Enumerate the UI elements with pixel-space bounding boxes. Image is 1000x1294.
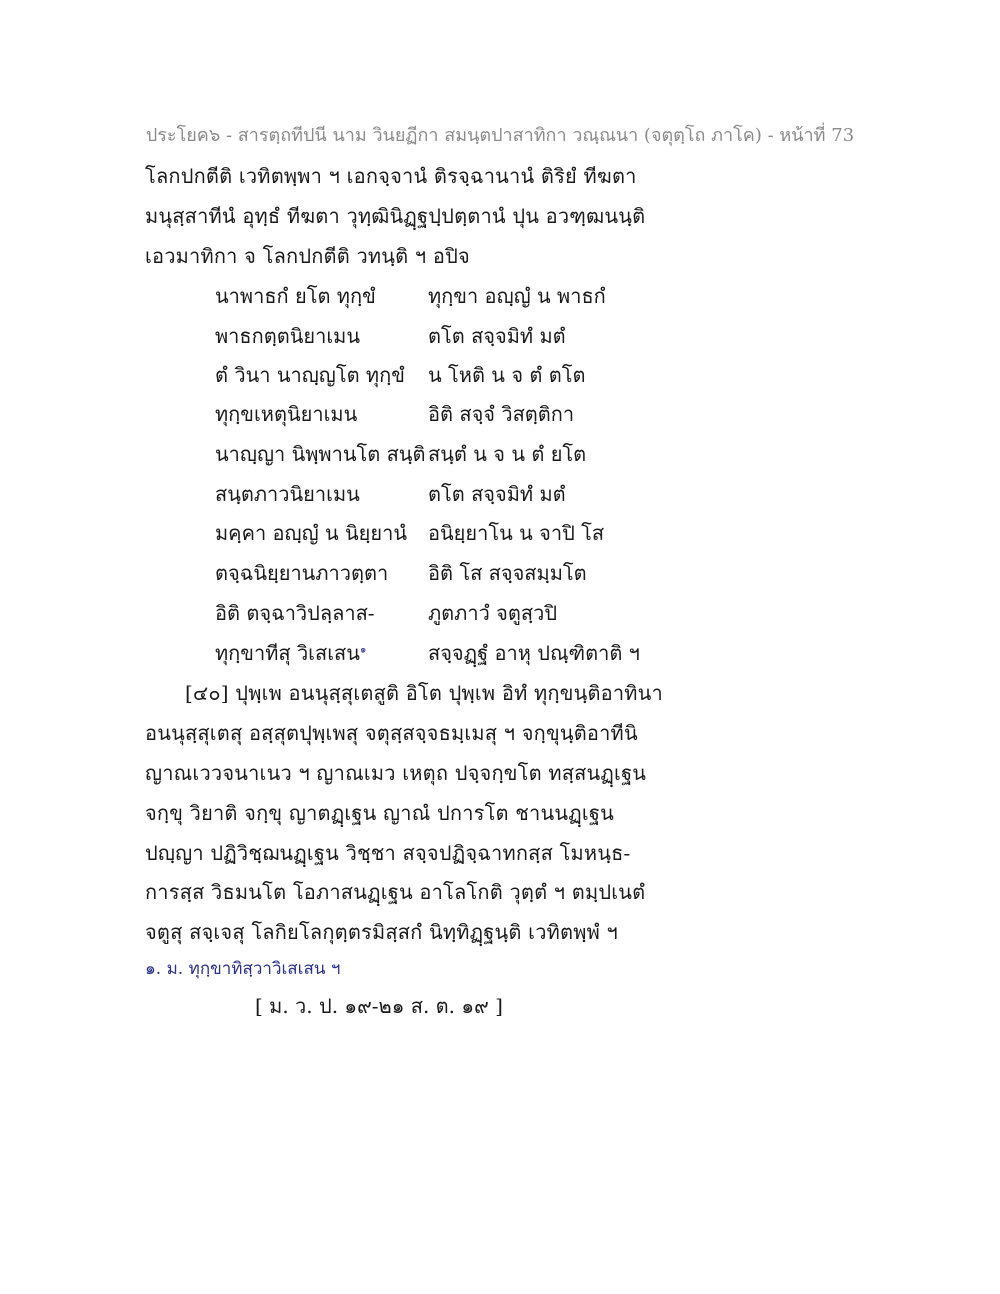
- opening-prose-line: มนุสฺสาทีนํ อุทฺธํ ทีฆตา วุทฺฒินิฏฺฐปฺปตฺตานํ ปุน อวฑฺฒนนฺติ: [145, 204, 646, 228]
- footnote: ๑. ม. ทุกฺขาทิสฺวาวิเสเสน ฯ: [145, 959, 341, 979]
- verse-left-half: ทุกฺขเหตุนิยาเมน: [215, 402, 358, 426]
- verse-right-half: สนฺตํ น จ น ตํ ยโต: [428, 442, 587, 466]
- section-prose-line: ญาณเววจนาเนว ฯ ญาณเมว เหตุถ ปจฺจกฺขโต ทสฺสนฏฺเฐน: [145, 761, 647, 785]
- verse-left-half: ตจฺฉนิยฺยานภาวตฺตา: [215, 561, 389, 585]
- verse-left-half: พาธกตฺตนิยาเมน: [215, 324, 361, 348]
- verse-left-half: [215, 637, 366, 669]
- verse-right-half: ทุกฺขา อญฺญํ น พาธกํ: [428, 284, 606, 308]
- footnote-marker: ๑: [359, 644, 367, 656]
- verse-left-half: นาพาธกํ ยโต ทุกฺขํ: [215, 284, 376, 308]
- verse-right-half: อิติ โส สจฺจสมฺมโต: [428, 561, 587, 585]
- section-prose-line: จกฺขุ วิยาติ จกฺขุ ญาตฏฺเฐน ญาณํ ปการโต ชานนฏฺเฐน: [145, 801, 614, 825]
- verse-left-text: ทุกฺขาทีสุ วิเสเสน: [215, 641, 360, 665]
- verse-right-half: อนิยฺยาโน น จาปิ โส: [428, 521, 605, 545]
- verse-right-half: น โหติ น จ ตํ ตโต: [428, 363, 586, 387]
- verse-right-half: อิติ สจฺจํ วิสตฺติกา: [428, 402, 575, 426]
- verse-right-half: ตโต สจฺจมิทํ มตํ: [428, 324, 566, 348]
- verse-left-half: อิติ ตจฺฉาวิปลฺลาส-: [215, 601, 375, 625]
- verse-right-half: สจฺจฏฺฐํ อาหุ ปณฺฑิตาติ ฯ: [428, 641, 640, 665]
- section-prose-line: [๔๐] ปุพฺเพ อนนุสฺสุเตสูติ อิโต ปุพฺเพ อิทํ ทุกฺขนฺติอาทินา: [185, 681, 663, 705]
- verse-right-half: ตโต สจฺจมิทํ มตํ: [428, 482, 566, 506]
- verse-right-half: ภูตภาวํ จตูสฺวปิ: [428, 601, 558, 625]
- section-prose-line: การสฺส วิธมนโต โอภาสนฏฺเฐน อาโลโกติ วุตฺตํ ฯ ตมฺปเนตํ: [145, 880, 646, 904]
- opening-prose-line: โลกปกตีติ เวทิตพฺพา ฯ เอกจฺจานํ ติรจฺฉานานํ ติริยํ ทีฆตา: [145, 164, 637, 188]
- section-prose-line: อนนุสฺสุเตสุ อสฺสุตปุพฺเพสุ จตุสฺสจฺจธมฺเมสุ ฯ จกฺขุนฺติอาทีนิ: [145, 721, 638, 745]
- verse-left-half: สนฺตภาวนิยาเมน: [215, 482, 360, 506]
- section-prose-line: ปญฺญา ปฏิวิชฺฌนฏฺเฐน วิชฺชา สจฺจปฏิจฺฉาทกสฺส โมหนฺธ-: [145, 841, 631, 865]
- section-prose-line: จตูสุ สจฺเจสุ โลกิยโลกุตฺตรมิสฺสกํ นิทฺทิฏฺฐนฺติ เวทิตพฺพํ ฯ: [145, 920, 618, 944]
- verse-left-half: ตํ วินา นาญฺญโต ทุกฺขํ: [215, 363, 405, 387]
- running-header: ประโยค๖ - สารตฺถทีปนี นาม วินยฏีกา สมนฺตปาสาทิกา วณฺณนา (จตุตฺโถ ภาโค) - หน้าที่ 73: [145, 125, 855, 146]
- opening-prose-line: เอวมาทิกา จ โลกปกตีติ วทนฺติ ฯ อปิจ: [145, 244, 470, 268]
- canonical-reference: [ ม. ว. ป. ๑๙-๒๑ ส. ต. ๑๙ ]: [255, 994, 503, 1018]
- verse-left-half: นาญฺญา นิพฺพานโต สนฺติ: [215, 442, 426, 466]
- verse-left-half: มคฺคา อญฺญํ น นิยฺยานํ: [215, 521, 408, 545]
